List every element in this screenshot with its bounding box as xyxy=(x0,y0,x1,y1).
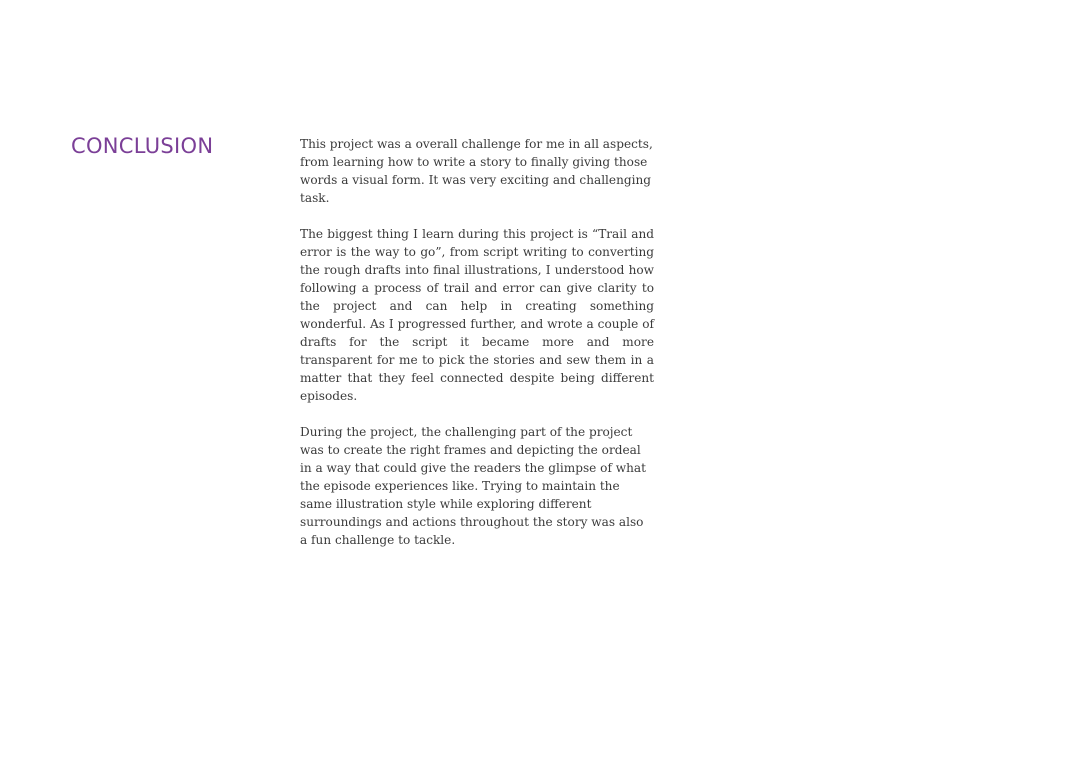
paragraph-intro: This project was a overall challenge for me in all aspects, from learning how to write a story to finally giving those words a visual form. It was very exciting and challenging task. xyxy=(300,137,653,205)
section-heading: CONCLUSION xyxy=(71,134,214,158)
conclusion-body xyxy=(300,135,654,549)
paragraph-lessons: The biggest thing I learn during this project is “Trail and error is the way to go”, from script writing to converting the rough drafts into final illustrations, I understood how following a process of trail and error can give clarity to the project and can help in creating something wonderful. As I progressed further, and wrote a couple of drafts for the script it became more and more transparent for me to pick the stories and sew them in a matter that they feel connected despite being different episodes. xyxy=(300,227,654,403)
paragraph-challenges: During the project, the challenging part of the project was to create the right frames and depicting the ordeal in a way that could give the readers the glimpse of what the episode experiences like. Trying to maintain the same illustration style while exploring different surroundings and actions throughout the story was also a fun challenge to tackle. xyxy=(300,425,646,547)
